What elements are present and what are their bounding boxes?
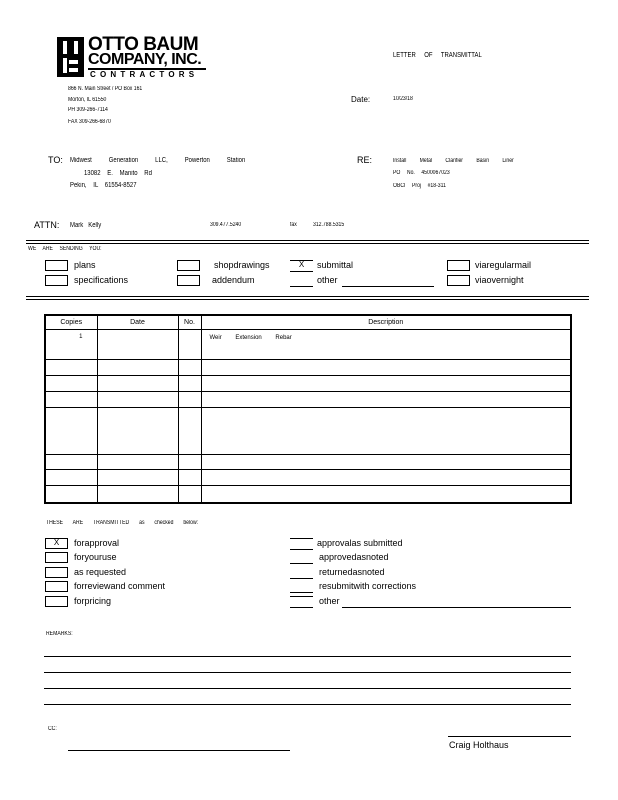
re-line-1: Install Metal Clarifier Basin Liner <box>393 158 514 164</box>
checkline-approvalassubmitted[interactable] <box>290 549 313 550</box>
table-row <box>45 486 571 504</box>
transmitted-label: THESE ARE TRANSMITTED as checked below: <box>46 520 199 526</box>
label-approvedasnoted: approvedasnoted <box>319 552 389 562</box>
cell-description[interactable] <box>201 470 571 486</box>
signature-line <box>448 736 571 737</box>
label-viaovernight: viaovernight <box>475 275 524 285</box>
table-row <box>45 330 571 360</box>
cell-copies[interactable] <box>45 486 97 504</box>
document-title: LETTER OF TRANSMITTAL <box>393 52 482 59</box>
company-phone: PH 309-266-7114 <box>68 107 108 113</box>
cell-description[interactable] <box>201 408 571 455</box>
checkline-returnedasnoted[interactable] <box>290 578 313 579</box>
cc-label: CC: <box>48 726 57 732</box>
cell-date[interactable] <box>97 376 178 392</box>
cell-date[interactable] <box>97 470 178 486</box>
company-address-line1: 866 N. Main Street / PO Box 161 <box>68 86 143 92</box>
col-header-no: No. <box>178 315 201 330</box>
signature-name: Craig Holthaus <box>449 740 509 750</box>
date-label: Date: <box>351 95 371 104</box>
checkbox-viaovernight[interactable] <box>447 275 470 286</box>
re-line-3: OBCI Proj #18-311 <box>393 183 446 189</box>
cell-no[interactable] <box>178 376 201 392</box>
label-submittal: submittal <box>317 260 354 270</box>
cell-date[interactable] <box>97 392 178 408</box>
checkbox-viaregularmail[interactable] <box>447 260 470 271</box>
attn-name: Mark Kelly <box>70 222 102 229</box>
remarks-line-2[interactable] <box>44 672 571 673</box>
cell-description[interactable] <box>201 486 571 504</box>
divider-top-2 <box>26 243 589 244</box>
cell-description[interactable] <box>201 376 571 392</box>
cell-date[interactable] <box>97 360 178 376</box>
label-returnedasnoted: returnedasnoted <box>319 567 385 577</box>
checkbox-asrequested[interactable] <box>45 567 68 578</box>
label-forpricing: forpricing <box>74 596 112 606</box>
to-line-1: Midwest Generation LLC, Powerton Station <box>70 157 246 164</box>
cell-no[interactable] <box>178 360 201 376</box>
label-forapproval: forapproval <box>74 538 120 548</box>
checkline-other <box>290 286 313 287</box>
company-fax: FAX 309-266-6870 <box>68 119 111 125</box>
cell-description[interactable] <box>201 392 571 408</box>
cc-input-line[interactable] <box>68 750 290 751</box>
company-name-line2: COMPANY, INC. <box>88 51 202 68</box>
label-viaregularmail: viaregularmail <box>475 260 532 270</box>
cell-no[interactable] <box>178 330 201 360</box>
company-address-line2: Morton, IL 61550 <box>68 97 107 103</box>
other-input-line[interactable] <box>342 286 434 287</box>
col-header-description: Description <box>201 315 571 330</box>
cell-description[interactable] <box>201 455 571 470</box>
cell-no[interactable] <box>178 455 201 470</box>
table-row <box>45 470 571 486</box>
company-tagline: CONTRACTORS <box>90 70 199 79</box>
checkbox-specifications[interactable] <box>45 275 68 286</box>
cell-no[interactable] <box>178 470 201 486</box>
checkbox-forreviewandcomment[interactable] <box>45 581 68 592</box>
cell-date[interactable] <box>97 408 178 455</box>
other-transmitted-input-line[interactable] <box>342 607 571 608</box>
checkbox-foryouruse[interactable] <box>45 552 68 563</box>
label-forreviewandcomment: forreviewand comment <box>74 581 166 591</box>
checkline-other-transmitted-top <box>290 596 313 597</box>
re-line-2: PO No. 4500067023 <box>393 170 450 176</box>
attn-phone: 309.477.5240 <box>210 222 242 228</box>
table-header-row <box>45 315 571 330</box>
cell-copies[interactable] <box>45 455 97 470</box>
cell-date[interactable] <box>97 330 178 360</box>
date-value: 10/23/18 <box>393 96 413 102</box>
cell-no[interactable] <box>178 486 201 504</box>
cell-date[interactable] <box>97 486 178 504</box>
col-header-copies: Copies <box>45 315 97 330</box>
company-logo-icon <box>57 37 84 77</box>
cell-copies[interactable] <box>45 392 97 408</box>
company-name-line1: OTTO BAUM <box>88 34 199 55</box>
label-specifications: specifications <box>74 275 129 285</box>
checkline-other-transmitted[interactable] <box>290 607 313 608</box>
cell-description[interactable]: Weir Extension Rebar <box>201 330 571 360</box>
checkline-approvedasnoted[interactable] <box>290 563 313 564</box>
label-addendum: addendum <box>212 275 255 285</box>
checkbox-forpricing[interactable] <box>45 596 68 607</box>
items-table <box>44 314 572 504</box>
cell-copies[interactable]: 1 <box>45 330 97 360</box>
remarks-label: REMARKS: <box>46 631 73 637</box>
to-line-2: 13082 E. Manito Rd <box>84 170 152 177</box>
checkline-approvalassubmitted-top <box>290 538 313 539</box>
label-other-transmitted: other <box>319 596 340 606</box>
cell-copies[interactable] <box>45 470 97 486</box>
re-label: RE: <box>357 155 373 165</box>
table-row <box>45 376 571 392</box>
cell-date[interactable] <box>97 455 178 470</box>
table-row <box>45 455 571 470</box>
to-line-3: Pekin, IL 61554-8527 <box>70 182 137 189</box>
table-row <box>45 392 571 408</box>
label-plans: plans <box>74 260 96 270</box>
forapproval-mark: X <box>53 538 60 547</box>
checkbox-shopdrawings[interactable] <box>177 260 200 271</box>
attn-fax-label: fax <box>290 222 297 228</box>
divider-top-1 <box>26 240 589 241</box>
label-asrequested: as requested <box>74 567 127 577</box>
col-header-date: Date <box>97 315 178 330</box>
label-approvalassubmitted: approvalas submitted <box>317 538 403 548</box>
cell-description[interactable] <box>201 360 571 376</box>
checkbox-addendum[interactable] <box>177 275 200 286</box>
remarks-line-4[interactable] <box>44 704 571 705</box>
checkline-resubmitwithcorrections[interactable] <box>290 592 313 593</box>
cell-copies[interactable] <box>45 408 97 455</box>
label-other-sending: other <box>317 275 338 285</box>
label-foryouruse: foryouruse <box>74 552 117 562</box>
sending-label: WE ARE SENDING YOU: <box>28 246 102 252</box>
attn-fax: 312.788.5315 <box>313 222 345 228</box>
remarks-line-1[interactable] <box>44 656 571 657</box>
divider-mid-1 <box>26 296 589 297</box>
cell-copies[interactable] <box>45 360 97 376</box>
cell-no[interactable] <box>178 408 201 455</box>
divider-mid-2 <box>26 299 589 300</box>
cell-copies[interactable] <box>45 376 97 392</box>
checkbox-plans[interactable] <box>45 260 68 271</box>
checkline-submittal-bottom <box>290 271 313 272</box>
to-label: TO: <box>48 155 63 165</box>
table-row <box>45 408 571 455</box>
table-row <box>45 360 571 376</box>
submittal-mark[interactable]: X <box>298 260 305 269</box>
label-shopdrawings: shopdrawings <box>214 260 270 270</box>
cell-no[interactable] <box>178 392 201 408</box>
remarks-line-3[interactable] <box>44 688 571 689</box>
label-resubmitwithcorrections: resubmitwith corrections <box>319 581 417 591</box>
attn-label: ATTN: <box>34 220 60 230</box>
